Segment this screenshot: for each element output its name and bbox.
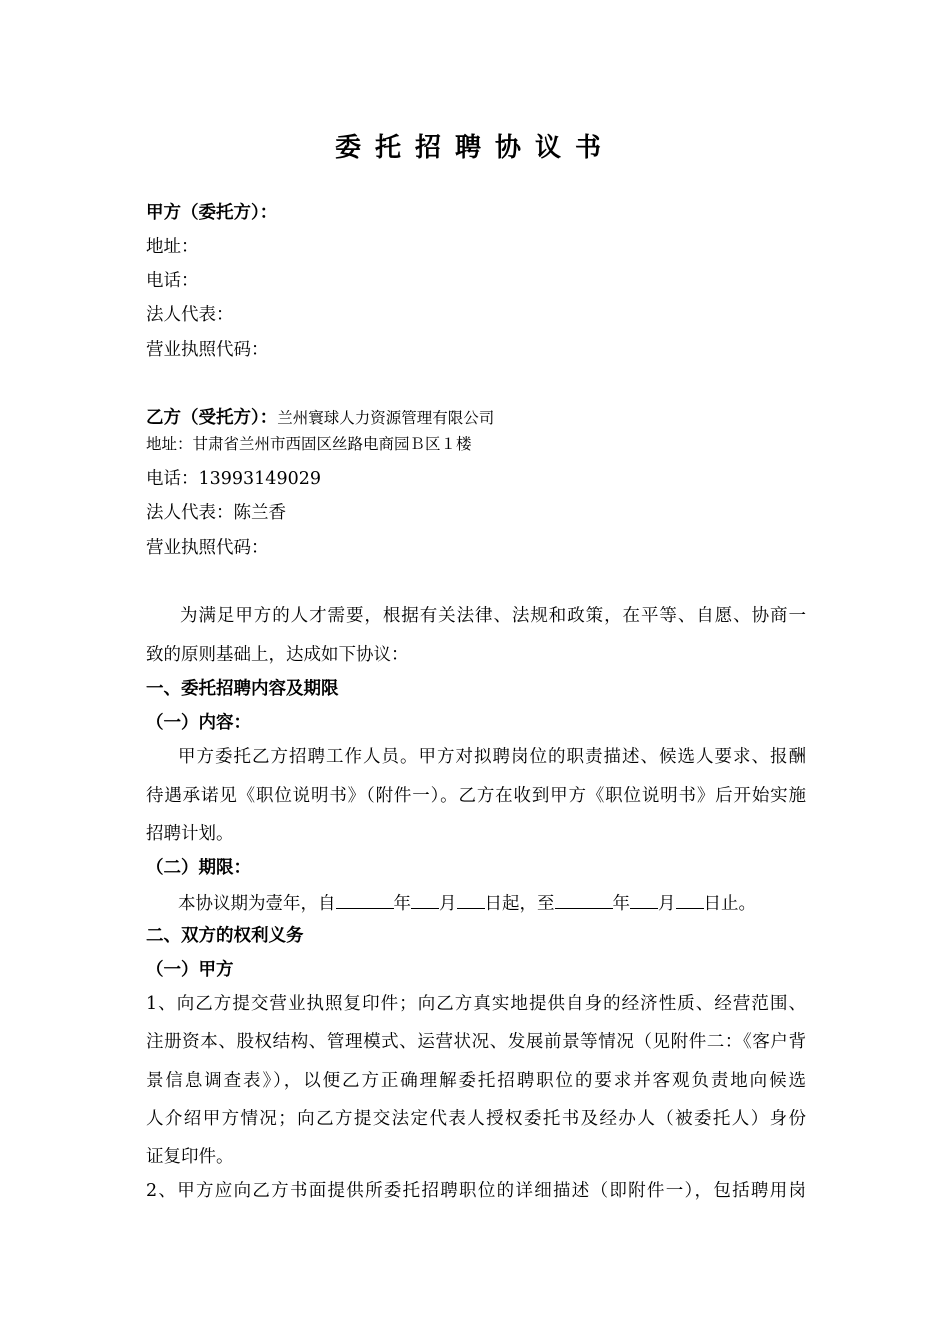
intro-line-2: 致的原则基础上，达成如下协议： — [146, 645, 409, 665]
party-a-address: 地址： — [146, 237, 199, 257]
party-b-label: 乙方（受托方）： — [146, 408, 278, 428]
party-b-name: 兰州寰球人力资源管理有限公司 — [277, 409, 495, 427]
item-1-line-4: 人介绍甲方情况；向乙方提交法定代表人授权委托书及经办人（被委托人）身份 — [146, 1109, 806, 1129]
start-year-blank[interactable] — [336, 890, 394, 909]
party-a-license: 营业执照代码： — [146, 340, 269, 360]
term-text-to: 日起，至 — [484, 894, 555, 914]
item-1-line-2: 注册资本、股权结构、管理模式、运营状况、发展前景等情况（见附件二：《客户背 — [146, 1032, 806, 1052]
item-1-line-3: 景信息调查表》），以便乙方正确理解委托招聘职位的要求并客观负责地向候选 — [146, 1071, 806, 1091]
party-b-legal-rep: 法人代表：陈兰香 — [146, 503, 286, 523]
section-2-sub-1-heading: （一）甲方 — [146, 960, 234, 980]
section-1-sub-2-heading: （二）期限： — [146, 858, 251, 878]
section-2-heading: 二、双方的权利义务 — [146, 926, 304, 946]
section-1-content-line-2: 待遇承诺见《职位说明书》（附件一）。乙方在收到甲方《职位说明书》后开始实施 — [146, 786, 806, 806]
term-text-end: 日止。 — [703, 894, 756, 914]
term-year-label: 年 — [393, 894, 411, 914]
section-1-sub-1-heading: （一）内容： — [146, 713, 251, 733]
start-day-blank[interactable] — [457, 890, 485, 909]
item-1-line-5: 证复印件。 — [146, 1147, 234, 1167]
party-a-phone: 电话： — [146, 271, 199, 291]
party-a-label: 甲方（委托方）： — [146, 203, 278, 223]
party-a-legal-rep: 法人代表： — [146, 305, 234, 325]
party-b-license: 营业执照代码： — [146, 538, 269, 558]
end-month-blank[interactable] — [630, 890, 658, 909]
section-1-content-line-1: 甲方委托乙方招聘工作人员。甲方对拟聘岗位的职责描述、候选人要求、报酬 — [178, 747, 806, 767]
term-month-label: 月 — [439, 894, 457, 914]
intro-line-1: 为满足甲方的人才需要，根据有关法律、法规和政策，在平等、自愿、协商一 — [180, 606, 806, 626]
term-text-from: 本协议期为壹年，自 — [178, 894, 336, 914]
section-1-content-line-3: 招聘计划。 — [146, 824, 234, 844]
start-month-blank[interactable] — [411, 890, 439, 909]
party-b-header — [146, 406, 816, 430]
document-title: 委托招聘协议书 — [334, 133, 615, 163]
term-line — [178, 890, 818, 916]
term-year-label-2: 年 — [612, 894, 630, 914]
end-year-blank[interactable] — [555, 890, 613, 909]
party-b-address: 地址：甘肃省兰州市西固区丝路电商园Ｂ区１楼 — [146, 435, 472, 453]
end-day-blank[interactable] — [676, 890, 704, 909]
section-1-heading: 一、委托招聘内容及期限 — [146, 679, 339, 699]
item-1-line-1: 1、向乙方提交营业执照复印件；向乙方真实地提供自身的经济性质、经营范围、 — [146, 994, 806, 1014]
item-2-line-1: 2、甲方应向乙方书面提供所委托招聘职位的详细描述（即附件一），包括聘用岗 — [146, 1181, 806, 1201]
party-b-phone: 电话：13993149029 — [146, 469, 321, 489]
term-month-label-2: 月 — [658, 894, 676, 914]
